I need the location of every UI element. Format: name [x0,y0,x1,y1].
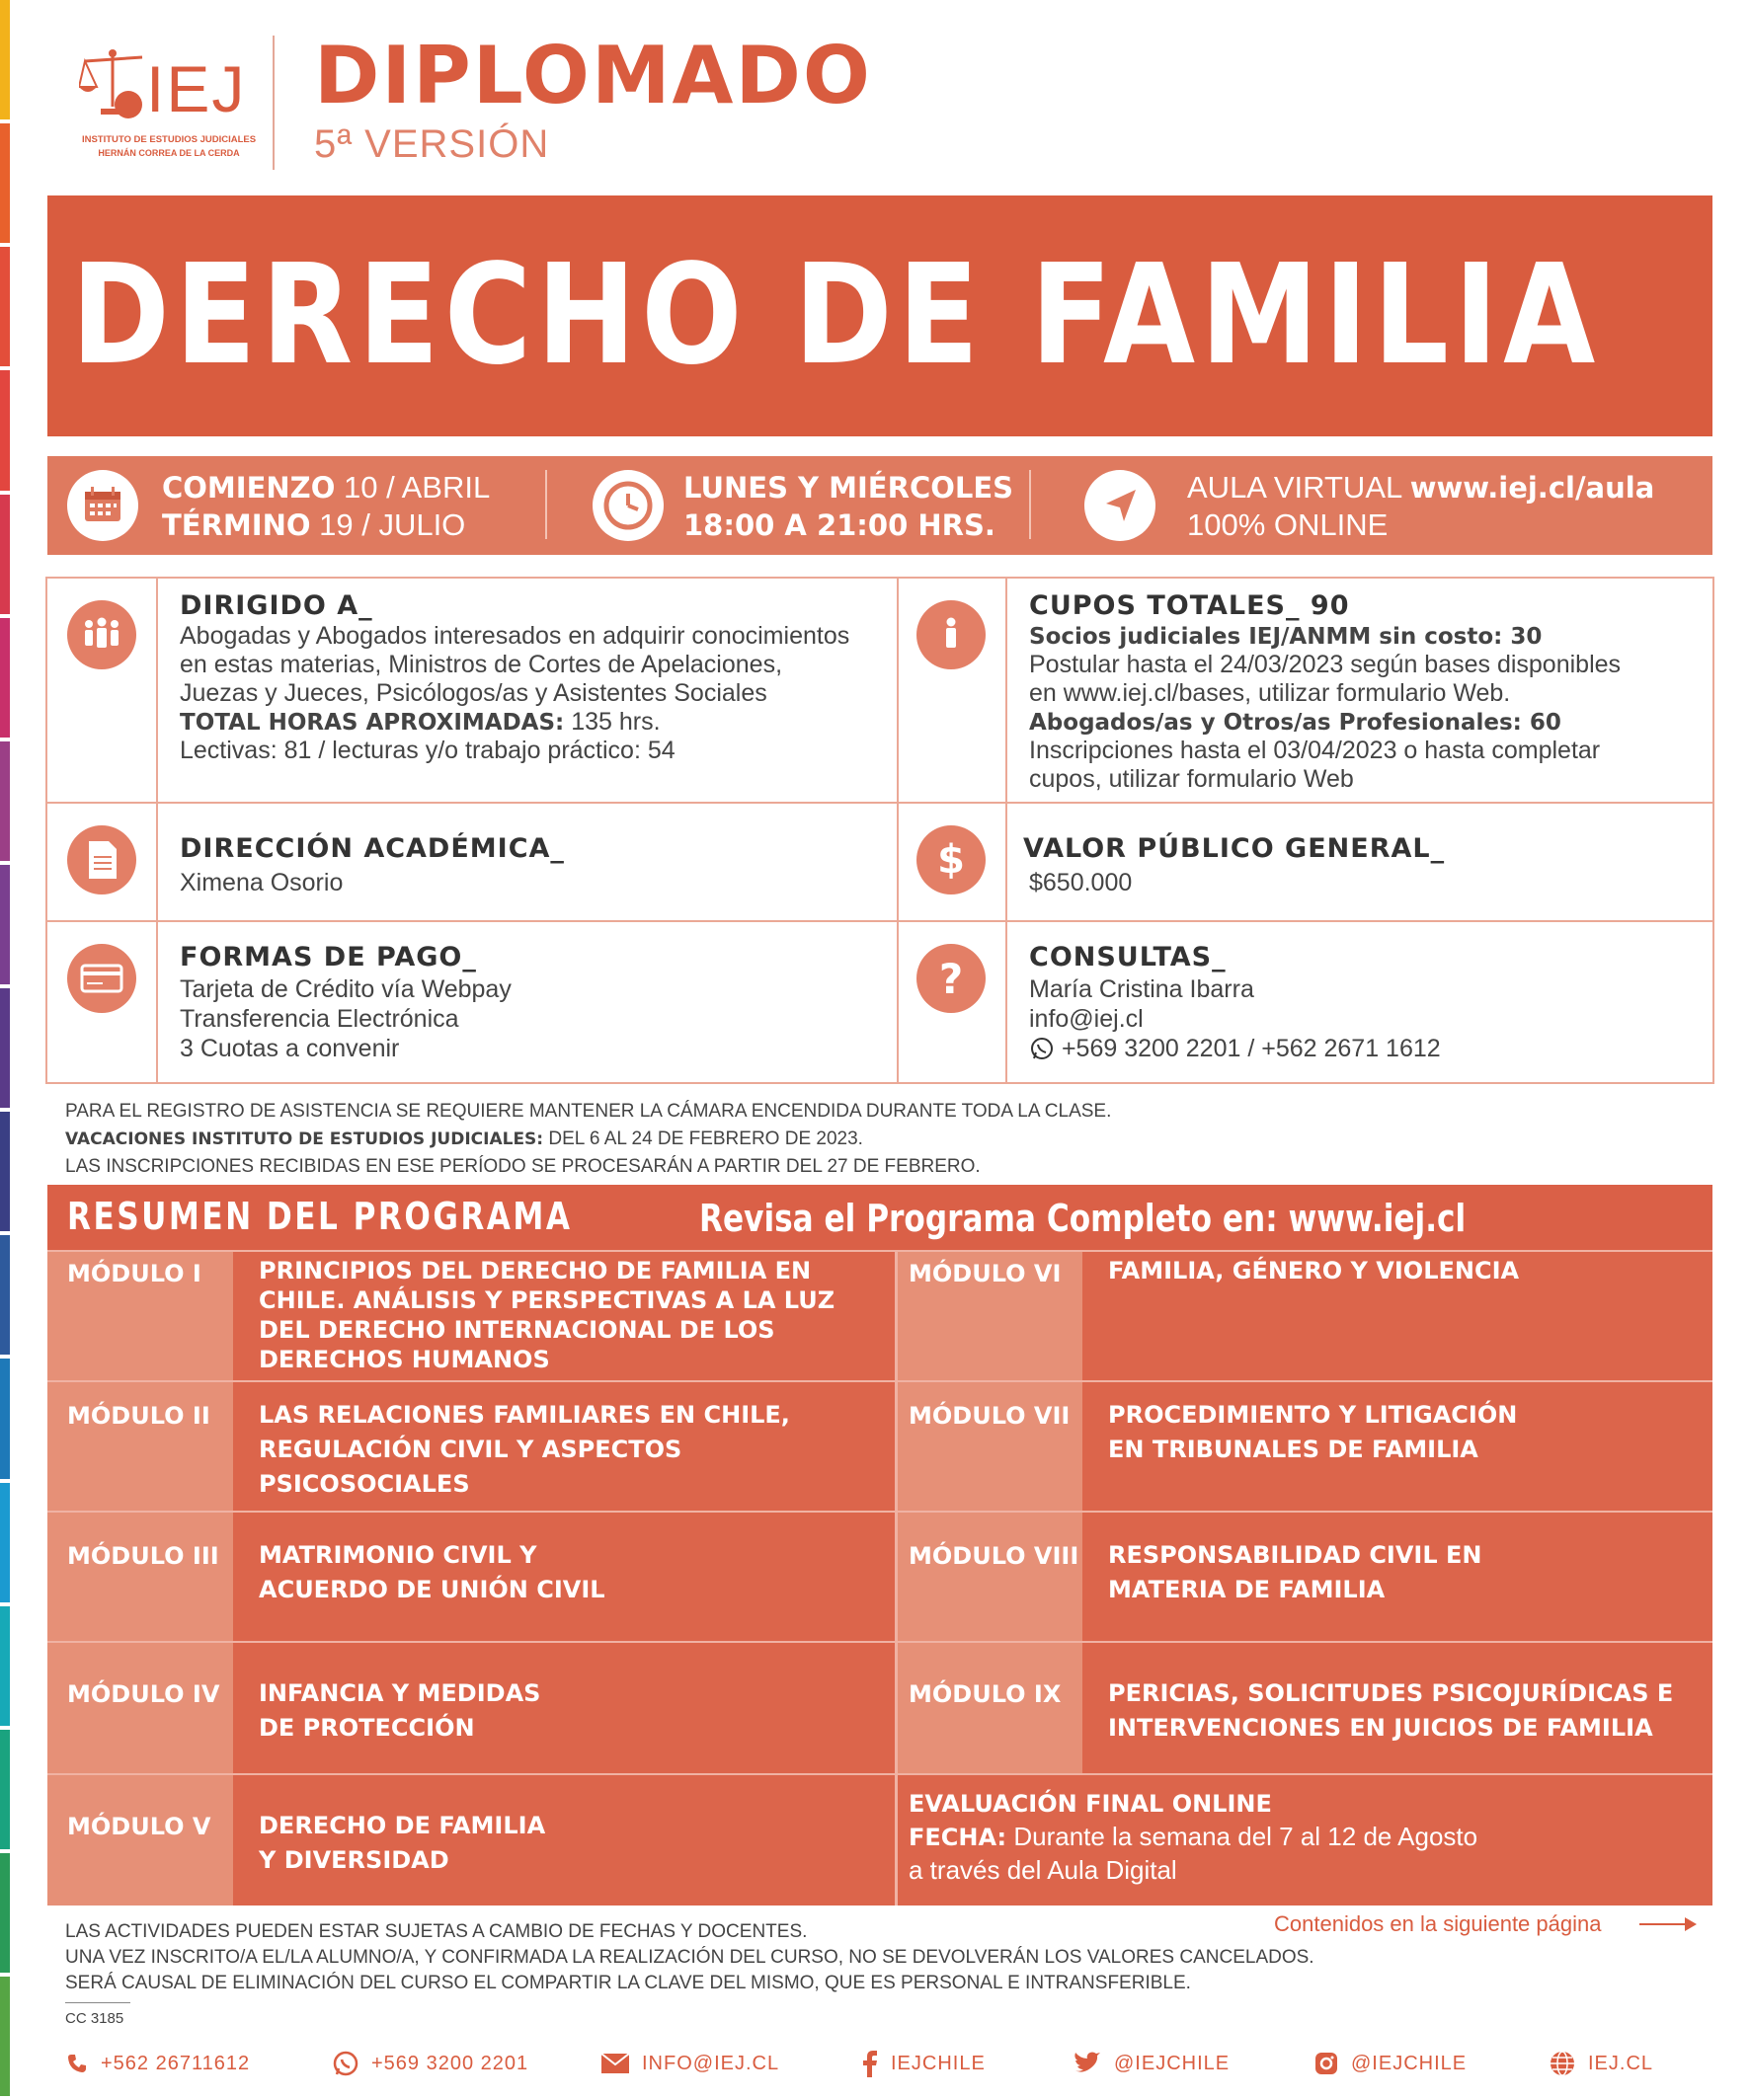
contact-instagram[interactable] [1313,2044,1467,2083]
svg-text:$: $ [937,837,965,883]
color-strip-segment [0,1606,10,1730]
module-title-line: CHILE. ANÁLISIS Y PERSPECTIVAS A LA LUZ [259,1286,835,1314]
whatsapp-icon [1029,1036,1055,1061]
program-summary [47,1185,1712,1906]
arrow-right-icon [1639,1923,1695,1925]
iej-logo [69,38,257,166]
dates-cell [47,456,541,555]
contact-bar [0,2044,1750,2083]
note-line: LAS INSCRIPCIONES RECIBIDAS EN ESE PERÍODO SE PROCESARÁN A PARTIR DEL 27 DE FEBRERO. [65,1156,981,1177]
footer-line: UNA VEZ INSCRITO/A EL/LA ALUMNO/A, Y CONFIRMADA LA REALIZACIÓN DEL CURSO, NO SE DEVOLVERÁN LOS VALORES CANCELADOS. [65,1947,1314,1968]
eval-date-label: FECHA: [909,1824,1007,1851]
module-title-line: INFANCIA Y MEDIDAS [259,1679,541,1707]
note-line: PARA EL REGISTRO DE ASISTENCIA SE REQUIERE MANTENER LA CÁMARA ENCENDIDA DURANTE TODA LA CLASE. [65,1101,1112,1122]
end-value: 19 / JULIO [319,507,466,542]
contact-email[interactable]: info@iej.cl [1029,1005,1144,1033]
instagram-icon [1313,2051,1339,2076]
clock-icon [593,470,664,541]
module-title-line: DERECHO DE FAMILIA [259,1812,546,1839]
module-name: MÓDULO VIII [909,1542,1079,1570]
web-text: IEJ.CL [1588,2052,1654,2074]
title-banner [47,195,1712,436]
svg-text:?: ? [938,955,964,1003]
program-header [47,1185,1712,1250]
contact-whatsapp[interactable] [332,2044,528,2083]
eval-title: EVALUACIÓN FINAL ONLINE [909,1790,1272,1818]
location-arrow-icon [1084,470,1155,541]
dollar-icon [916,825,986,894]
module-title-line: DE PROTECCIÓN [259,1714,475,1742]
grid-line [47,920,1712,922]
program-link[interactable]: Revisa el Programa Completo en: www.iej.cl [699,1197,1467,1240]
dirigido-title: DIRIGIDO A_ [180,590,373,621]
start-value: 10 / ABRIL [343,470,491,505]
aula-url[interactable]: www.iej.cl/aula [1409,471,1655,505]
hours-value: 135 hrs. [571,708,661,736]
module-title-line: PROCEDIMIENTO Y LITIGACIÓN [1108,1401,1518,1429]
course-title: DERECHO DE FAMILIA [71,235,1601,396]
color-strip-segment [0,618,10,741]
contact-web[interactable] [1549,2044,1653,2083]
module-title-line: Y DIVERSIDAD [259,1846,449,1874]
module-title-line: ACUERDO DE UNIÓN CIVIL [259,1576,605,1603]
cupos-line: cupos, utilizar formulario Web [1029,765,1354,793]
twitter-icon [1073,2051,1102,2076]
class-days: LUNES Y MIÉRCOLES [683,471,1014,505]
diplomado-heading: DIPLOMADO [314,30,872,121]
module-title-line: PRINCIPIOS DEL DERECHO DE FAMILIA EN [259,1257,812,1284]
module-name: MÓDULO IV [67,1680,220,1708]
module-name-column [47,1252,233,1906]
hours-label: TOTAL HORAS APROXIMADAS: [180,710,565,736]
vacation-value: DEL 6 AL 24 DE FEBRERO DE 2023. [543,1128,863,1149]
color-strip-segment [0,123,10,247]
column-separator [895,1252,898,1906]
dirigido-line: Abogadas y Abogados interesados en adquirir conocimientos [180,622,850,650]
consultas-title: CONSULTAS_ [1029,942,1227,972]
whatsapp-icon [332,2050,359,2077]
abogados-quota: Abogados/as y Otros/as Profesionales: 60 [1029,710,1561,736]
dirigido-line: en estas materias, Ministros de Cortes de Apelaciones, [180,651,783,678]
color-strip-segment [0,1112,10,1235]
module-title-line: INTERVENCIONES EN JUICIOS DE FAMILIA [1108,1714,1653,1742]
band-divider [545,470,547,539]
module-name: MÓDULO IX [909,1680,1062,1708]
module-title-line: DERECHOS HUMANOS [259,1346,550,1373]
logo-subtitle-name: HERNÁN CORREA DE LA CERDA [98,148,240,158]
module-title-line: PERICIAS, SOLICITUDES PSICOJURÍDICAS E [1108,1679,1674,1707]
start-label: COMIENZO [162,471,336,505]
online-label: 100% ONLINE [1187,507,1389,542]
eval-date-value: Durante la semana del 7 al 12 de Agosto [1006,1822,1478,1851]
footer-line: LAS ACTIVIDADES PUEDEN ESTAR SUJETAS A CAMBIO DE FECHAS Y DOCENTES. [65,1921,808,1942]
globe-icon [1549,2050,1576,2077]
module-title-line: MATRIMONIO CIVIL Y [259,1541,537,1569]
module-title-line: REGULACIÓN CIVIL Y ASPECTOS [259,1436,682,1463]
contact-email[interactable] [600,2044,779,2083]
socios-quota: Socios judiciales IEJ/ANMM sin costo: 30 [1029,624,1543,650]
cupos-title: CUPOS TOTALES_ 90 [1029,590,1350,621]
color-strip-segment [0,1359,10,1482]
facebook-text: IEJCHILE [891,2052,986,2074]
module-name: MÓDULO III [67,1542,219,1570]
module-title-line: DEL DERECHO INTERNACIONAL DE LOS [259,1316,775,1344]
grid-line [1005,579,1007,1082]
aula-label: AULA VIRTUAL [1187,470,1402,505]
footer-notes [65,1919,1314,1996]
color-strip [0,0,10,2100]
module-name: MÓDULO VII [909,1402,1071,1430]
direccion-title: DIRECCIÓN ACADÉMICA_ [180,833,565,864]
module-title-line: EN TRIBUNALES DE FAMILIA [1108,1436,1478,1463]
color-strip-segment [0,1483,10,1606]
version-label: 5ª VERSIÓN [314,122,550,166]
module-title-line: FAMILIA, GÉNERO Y VIOLENCIA [1108,1257,1520,1284]
phone-text: +562 26711612 [101,2052,251,2074]
color-strip-segment [0,1853,10,1977]
module-name: MÓDULO I [67,1260,201,1287]
contact-facebook[interactable] [861,2044,986,2083]
module-name: MÓDULO VI [909,1260,1062,1287]
schedule-band [47,456,1712,555]
color-strip-segment [0,741,10,865]
pago-line: 3 Cuotas a convenir [180,1035,400,1062]
logo-subtitle: INSTITUTO DE ESTUDIOS JUDICIALES [81,134,257,145]
phone-icon [65,2052,89,2075]
person-icon [916,600,986,669]
whatsapp-text: +569 3200 2201 [371,2052,529,2074]
program-title: RESUMEN DEL PROGRAMA [67,1195,573,1238]
facebook-icon [861,2049,879,2078]
module-name: MÓDULO V [67,1813,211,1840]
contact-phone[interactable] [65,2044,250,2083]
contact-twitter[interactable] [1073,2044,1230,2083]
module-title-line: PSICOSOCIALES [259,1470,470,1498]
document-icon [67,825,136,894]
color-strip-segment [0,1235,10,1359]
cc-code: CC 3185 [65,2010,124,2027]
color-strip-segment [0,370,10,494]
cupos-line: Inscripciones hasta el 03/04/2023 o hasta completar [1029,737,1601,764]
mail-icon [600,2053,630,2074]
dirigido-line: Juezas y Jueces, Psicólogos/as y Asistentes Sociales [180,679,767,707]
valor-title: VALOR PÚBLICO GENERAL_ [1023,833,1446,864]
module-title-line: MATERIA DE FAMILIA [1108,1576,1386,1603]
next-page-label: Contenidos en la siguiente página [1274,1911,1602,1936]
contact-name: María Cristina Ibarra [1029,975,1254,1003]
scales-of-justice-icon [79,47,148,126]
info-grid [45,577,1714,1084]
module-name: MÓDULO II [67,1402,210,1430]
grid-line [47,802,1712,804]
pago-line: Tarjeta de Crédito vía Webpay [180,975,512,1003]
contact-phones: +569 3200 2201 / +562 2671 1612 [1061,1035,1441,1062]
aula-cell [1074,456,1707,555]
notes [65,1098,1111,1181]
header-divider [273,36,275,170]
cupos-line: en www.iej.cl/bases, utilizar formulario Web. [1029,679,1511,707]
cupos-line: Postular hasta el 24/03/2023 según bases disponibles [1029,651,1622,678]
module-title-line: RESPONSABILIDAD CIVIL EN [1108,1541,1482,1569]
grid-line [897,579,899,1082]
row-separator [47,1641,1712,1643]
vacation-label: VACACIONES INSTITUTO DE ESTUDIOS JUDICIALES: [65,1129,544,1149]
cc-rule [65,2002,130,2003]
band-divider [1029,470,1031,539]
color-strip-segment [0,0,10,123]
end-label: TÉRMINO [162,508,311,542]
module-title-line: LAS RELACIONES FAMILIARES EN CHILE, [259,1401,790,1429]
row-separator [47,1773,1712,1775]
pago-title: FORMAS DE PAGO_ [180,942,477,972]
instagram-text: @IEJCHILE [1351,2052,1468,2074]
time-cell [561,456,1055,555]
credit-card-icon [67,944,136,1013]
color-strip-segment [0,495,10,618]
row-separator [47,1380,1712,1382]
twitter-text: @IEJCHILE [1114,2052,1231,2074]
color-strip-segment [0,1730,10,1853]
pago-line: Transferencia Electrónica [180,1005,459,1033]
class-hours: 18:00 A 21:00 HRS. [683,508,995,542]
color-strip-segment [0,988,10,1112]
email-text: INFO@IEJ.CL [642,2052,780,2074]
dirigido-line: Lectivas: 81 / lecturas y/o trabajo práctico: 54 [180,737,676,764]
direccion-value: Ximena Osorio [180,869,344,896]
question-icon [916,944,986,1013]
people-icon [67,600,136,669]
calendar-icon [67,470,138,541]
footer-line: SERÁ CAUSAL DE ELIMINACIÓN DEL CURSO EL COMPARTIR LA CLAVE DEL MISMO, QUE ES PERSONAL E INTRANSFERIBLE. [65,1973,1191,1993]
row-separator [47,1511,1712,1513]
eval-line: a través del Aula Digital [909,1855,1177,1885]
valor-value: $650.000 [1029,869,1133,896]
color-strip-segment [0,865,10,988]
color-strip-segment [0,247,10,370]
grid-line [156,579,158,1082]
logo-text: IEJ [146,52,247,125]
